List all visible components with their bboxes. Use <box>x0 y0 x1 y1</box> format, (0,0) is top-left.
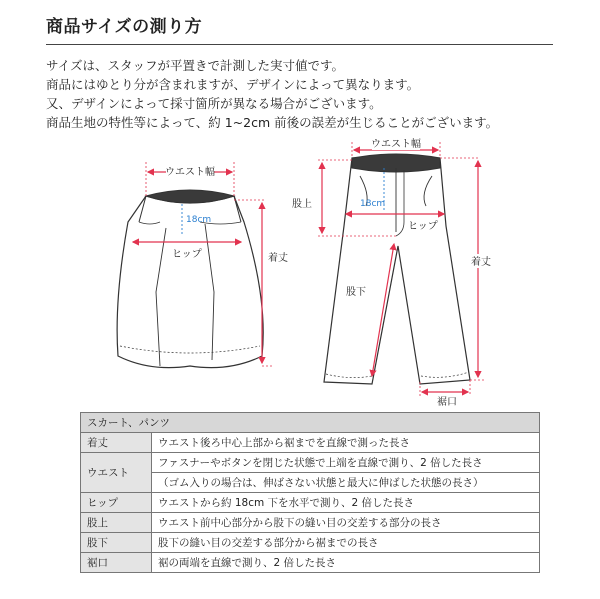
size-guide-table <box>80 412 540 573</box>
table-row <box>81 453 540 473</box>
intro-line: 商品生地の特性等によって、約 1~2cm 前後の誤差が生じることがございます。 <box>46 115 499 130</box>
row-key: 股上 <box>81 513 152 533</box>
pants-hem-label: 裾口 <box>437 397 457 408</box>
table-header-row <box>81 413 540 433</box>
row-value: ウエスト前中心部分から股下の縫い目の交差する部分の長さ <box>152 513 540 533</box>
row-value: 股下の縫い目の交差する部分から裾までの長さ <box>152 533 540 553</box>
table-row <box>81 433 540 453</box>
row-value: 裾の両端を直線で測り、2 倍した長さ <box>152 553 540 573</box>
table-row <box>81 553 540 573</box>
skirt-waist-label: ウエスト幅 <box>165 167 215 178</box>
pants-cm-label: 18cm <box>360 199 386 209</box>
row-value: ウエスト後ろ中心上部から裾までを直線で測った長さ <box>152 433 540 453</box>
row-value: ファスナーやボタンを閉じた状態で上端を直線で測り、2 倍した長さ <box>152 453 540 473</box>
row-key: ウエスト <box>81 453 152 493</box>
row-key: 着丈 <box>81 433 152 453</box>
intro-line: サイズは、スタッフが平置きで計測した実寸値です。 <box>46 58 345 73</box>
skirt-cm-label: 18cm <box>186 215 212 225</box>
intro-line: 又、デザインによって採寸箇所が異なる場合がございます。 <box>46 96 382 111</box>
skirt-length-label: 着丈 <box>268 253 288 264</box>
pants-hip-label: ヒップ <box>408 221 438 232</box>
row-key: 裾口 <box>81 553 152 573</box>
page-title: 商品サイズの測り方 <box>46 17 203 37</box>
pants-illustration <box>324 154 470 384</box>
pants-inseam-label: 股下 <box>346 287 366 298</box>
table-header: スカート、パンツ <box>81 413 540 433</box>
row-key: ヒップ <box>81 493 152 513</box>
pants-rise-label: 股上 <box>292 199 312 210</box>
row-value: （ゴム入りの場合は、伸ばさない状態と最大に伸ばした状態の長さ） <box>152 473 540 493</box>
intro-line: 商品にはゆとり分が含まれますが、デザインによって異なります。 <box>46 77 420 92</box>
row-key: 股下 <box>81 533 152 553</box>
skirt-hip-label: ヒップ <box>172 249 202 260</box>
pants-waist-label: ウエスト幅 <box>371 139 421 150</box>
row-value: ウエストから約 18cm 下を水平で測り、2 倍した長さ <box>152 493 540 513</box>
pants-hem-measure <box>420 380 470 408</box>
table-row <box>81 513 540 533</box>
table-row <box>81 533 540 553</box>
pants-length-label: 着丈 <box>471 257 491 268</box>
table-row <box>81 493 540 513</box>
